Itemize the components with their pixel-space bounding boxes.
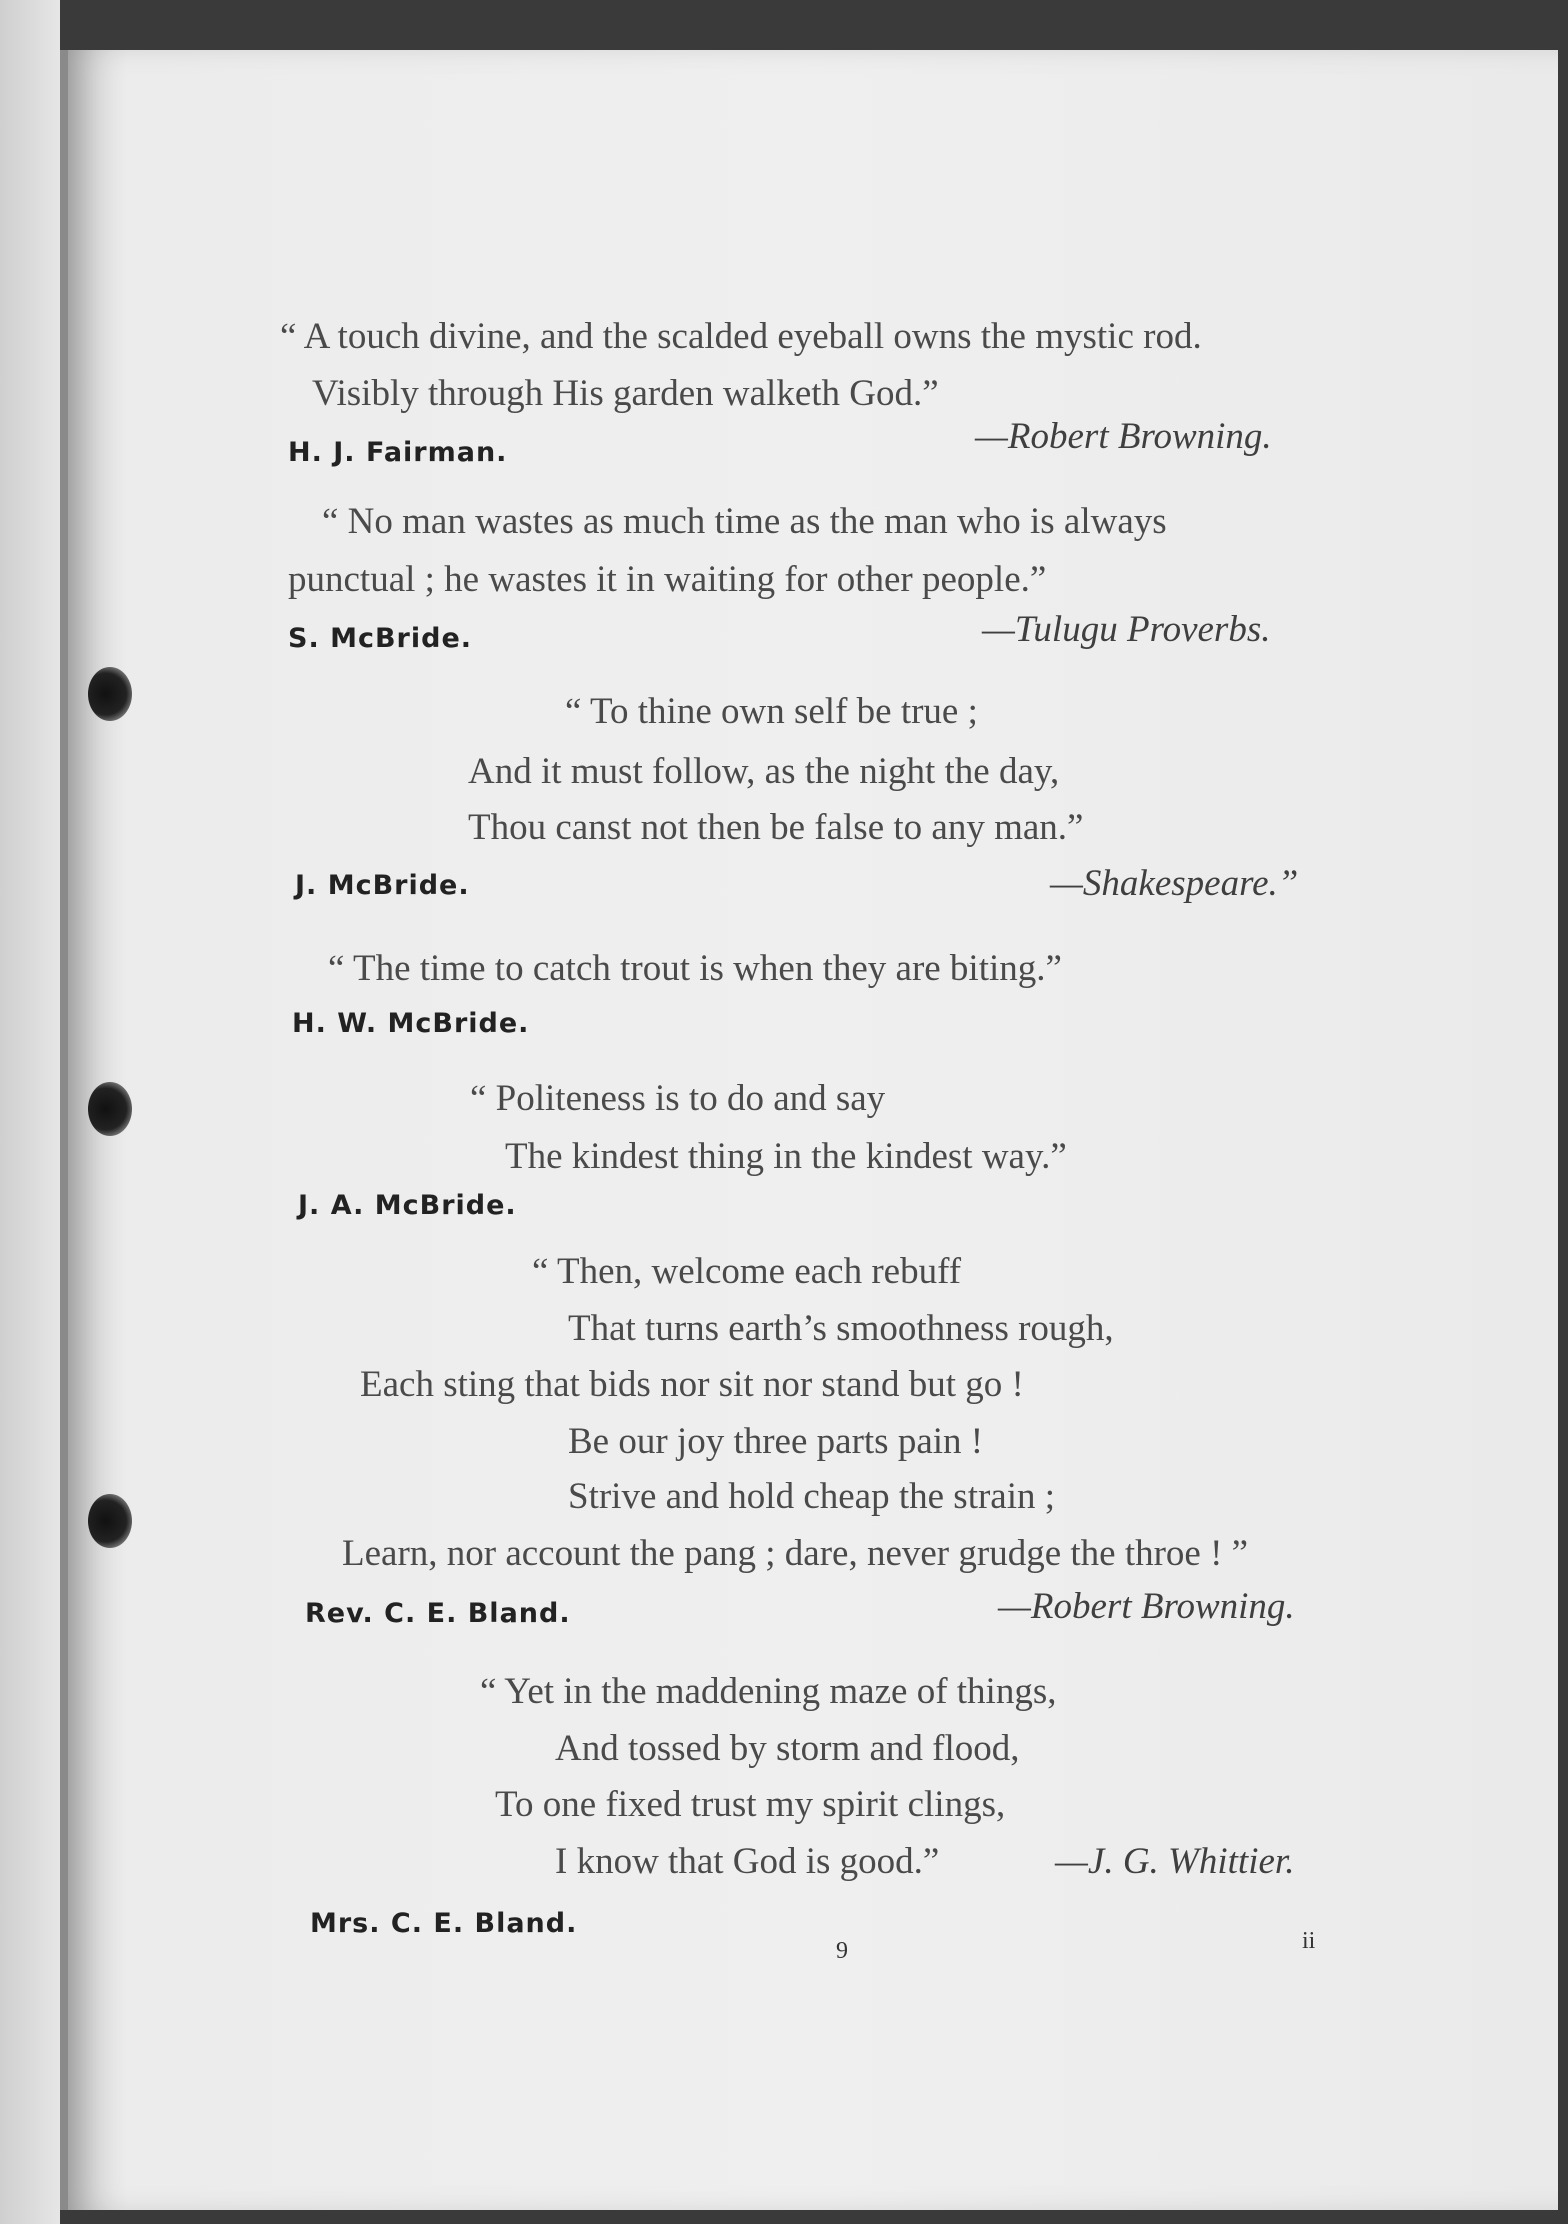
contributor-name: H. W. McBride. bbox=[292, 1008, 530, 1039]
quote-line: Visibly through His garden walketh God.” bbox=[312, 373, 939, 414]
contributor-name: Rev. C. E. Bland. bbox=[305, 1598, 571, 1629]
quote-line: And tossed by storm and flood, bbox=[555, 1728, 1020, 1769]
contributor-name: S. McBride. bbox=[288, 623, 473, 654]
quote-attribution: —J. G. Whittier. bbox=[1055, 1841, 1295, 1882]
quote-line: “ No man wastes as much time as the man who is always bbox=[322, 501, 1167, 542]
binding-hole-bottom bbox=[88, 1494, 132, 1548]
quote-line: “ To thine own self be true ; bbox=[565, 691, 978, 732]
quote-line: The kindest thing in the kindest way.” bbox=[505, 1136, 1067, 1177]
quote-line: “ Politeness is to do and say bbox=[470, 1078, 886, 1119]
contributor-name: J. A. McBride. bbox=[298, 1190, 517, 1221]
quote-attribution: —Robert Browning. bbox=[998, 1586, 1295, 1627]
signature-mark: ii bbox=[1302, 1928, 1316, 1954]
quote-line: “ Yet in the maddening maze of things, bbox=[480, 1671, 1057, 1712]
contributor-name: H. J. Fairman. bbox=[288, 437, 508, 468]
quote-line: That turns earth’s smoothness rough, bbox=[568, 1308, 1114, 1349]
quote-line: I know that God is good.” bbox=[555, 1841, 940, 1882]
quote-line: To one fixed trust my spirit clings, bbox=[495, 1784, 1006, 1825]
contributor-name: J. McBride. bbox=[295, 870, 470, 901]
quote-line: “ A touch divine, and the scalded eyeball owns the mystic rod. bbox=[280, 316, 1202, 357]
binding-hole-middle bbox=[88, 1082, 132, 1136]
quote-line: “ The time to catch trout is when they are biting.” bbox=[328, 948, 1062, 989]
quote-attribution: —Shakespeare.” bbox=[1050, 863, 1299, 904]
quote-line: punctual ; he wastes it in waiting for other people.” bbox=[288, 559, 1047, 600]
quote-attribution: —Robert Browning. bbox=[975, 416, 1272, 457]
quote-line: Thou canst not then be false to any man.” bbox=[468, 807, 1084, 848]
quote-line: Be our joy three parts pain ! bbox=[568, 1421, 984, 1462]
quote-line: Learn, nor account the pang ; dare, never grudge the throe ! ” bbox=[342, 1533, 1249, 1574]
contributor-name: Mrs. C. E. Bland. bbox=[310, 1908, 578, 1939]
quote-line: Strive and hold cheap the strain ; bbox=[568, 1476, 1056, 1517]
quote-line: Each sting that bids nor sit nor stand but go ! bbox=[360, 1364, 1024, 1405]
quote-line: And it must follow, as the night the day, bbox=[468, 751, 1060, 792]
page-number: 9 bbox=[836, 1938, 848, 1964]
quote-attribution: —Tulugu Proverbs. bbox=[982, 609, 1271, 650]
quote-line: “ Then, welcome each rebuff bbox=[532, 1251, 962, 1292]
binding-hole-top bbox=[88, 667, 132, 721]
left-page-edge bbox=[0, 0, 60, 2224]
